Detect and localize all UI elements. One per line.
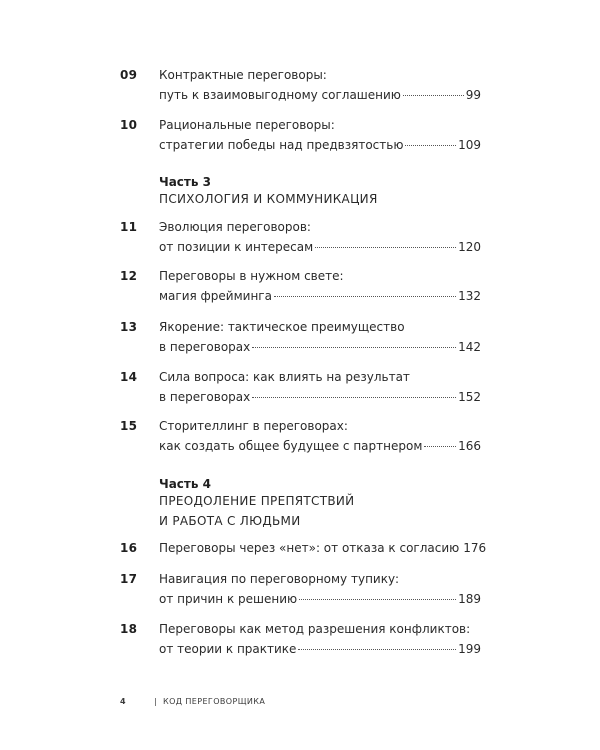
chapter-title-line2 — [159, 642, 481, 656]
chapter-number: 09 — [120, 68, 138, 82]
chapter-title-line1: Сила вопроса: как влиять на результат — [159, 370, 410, 384]
dot-leader — [298, 649, 456, 650]
dot-leader — [252, 397, 456, 398]
dot-leader — [403, 95, 464, 96]
page-number: 199 — [458, 642, 481, 656]
chapter-title-line2 — [159, 138, 481, 152]
page-number: 120 — [458, 240, 481, 254]
chapter-number: 16 — [120, 541, 138, 555]
part-title-line: И РАБОТА С ЛЮДЬМИ — [159, 514, 301, 528]
dot-leader — [405, 145, 456, 146]
chapter-title-line2 — [159, 592, 481, 606]
chapter-title-line1: Эволюция переговоров: — [159, 220, 311, 234]
chapter-title-line1: Переговоры как метод разрешения конфликтов: — [159, 622, 471, 636]
chapter-title-text: Переговоры через «нет»: от отказа к согласию — [159, 541, 460, 555]
part-title — [159, 189, 378, 209]
chapter-title-line2 — [159, 289, 481, 303]
chapter-title-line2 — [159, 340, 481, 354]
chapter-title-line2 — [159, 390, 481, 404]
footer-page-number: 4 — [120, 697, 126, 706]
chapter-title-line1: Якорение: тактическое преимущество — [159, 320, 405, 334]
chapter-title-text: как создать общее будущее с партнером — [159, 439, 423, 453]
chapter-title-line1: Контрактные переговоры: — [159, 68, 327, 82]
chapter-title-text: от теории к практике — [159, 642, 297, 656]
dot-leader — [274, 296, 456, 297]
chapter-title-line2 — [159, 439, 481, 453]
chapter-title-line1: Навигация по переговорному тупику: — [159, 572, 400, 586]
chapter-title-line2 — [159, 88, 481, 102]
footer-separator: | — [154, 697, 157, 706]
page-number: 176 — [463, 541, 487, 555]
chapter-number: 17 — [120, 572, 138, 586]
chapter-number: 11 — [120, 220, 138, 234]
chapter-title-text: от позиции к интересам — [159, 240, 314, 254]
part-title-line: ПРЕОДОЛЕНИЕ ПРЕПЯТСТВИЙ — [159, 494, 355, 508]
footer-book-title: КОД ПЕРЕГОВОРЩИКА — [163, 697, 266, 706]
part-title-line: ПСИХОЛОГИЯ И КОММУНИКАЦИЯ — [159, 192, 378, 206]
chapter-number: 10 — [120, 118, 138, 132]
chapter-title-line2 — [159, 240, 481, 254]
chapter-title-text: стратегии победы над предвзятостью — [159, 138, 404, 152]
chapter-number: 18 — [120, 622, 138, 636]
page-number: 166 — [458, 439, 481, 453]
page-number: 132 — [458, 289, 481, 303]
chapter-title-line1: Рациональные переговоры: — [159, 118, 335, 132]
chapter-number: 14 — [120, 370, 138, 384]
chapter-title-text: магия фрейминга — [159, 289, 272, 303]
chapter-title-text: в переговорах — [159, 340, 251, 354]
chapter-number: 12 — [120, 269, 138, 283]
chapter-title-text: путь к взаимовыгодному соглашению — [159, 88, 401, 102]
chapter-title-text: от причин к решению — [159, 592, 298, 606]
chapter-title-line2 — [159, 541, 487, 555]
part-title — [159, 491, 354, 531]
chapter-title-line1: Сторителлинг в переговорах: — [159, 419, 348, 433]
part-label: Часть 3 — [159, 175, 211, 189]
dot-leader — [299, 599, 456, 600]
chapter-title-text: в переговорах — [159, 390, 251, 404]
page-number: 142 — [458, 340, 481, 354]
dot-leader — [315, 247, 456, 248]
dot-leader — [252, 347, 456, 348]
page-number: 152 — [458, 390, 481, 404]
page-number: 189 — [458, 592, 481, 606]
chapter-number: 13 — [120, 320, 138, 334]
part-label: Часть 4 — [159, 477, 211, 491]
page-number: 99 — [465, 88, 481, 102]
chapter-number: 15 — [120, 419, 138, 433]
page-number: 109 — [458, 138, 481, 152]
chapter-title-line1: Переговоры в нужном свете: — [159, 269, 344, 283]
dot-leader — [424, 446, 456, 447]
